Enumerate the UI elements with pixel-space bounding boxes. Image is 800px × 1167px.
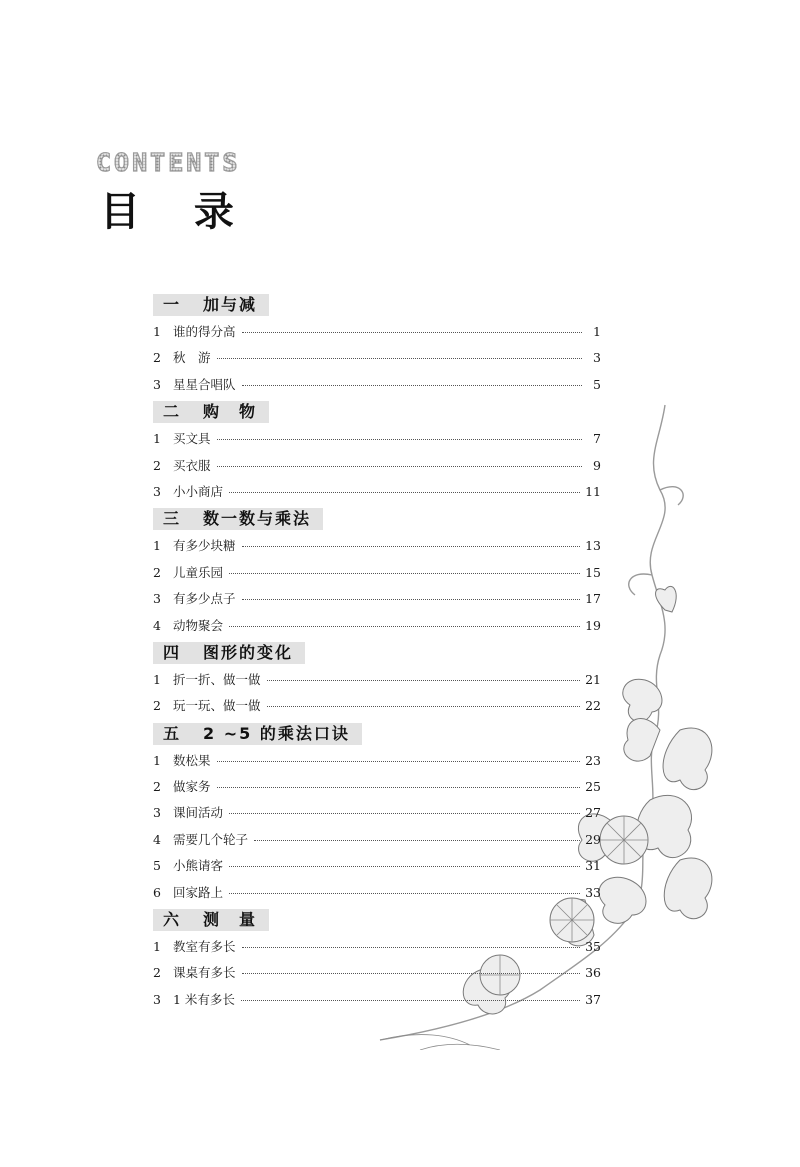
lesson-page-number: 36: [585, 965, 601, 981]
lesson-entry[interactable]: [153, 589, 601, 615]
dot-leader: [242, 332, 582, 333]
table-of-contents: [153, 294, 601, 1016]
lesson-page-number: 7: [593, 431, 601, 447]
unit-header[interactable]: [153, 723, 362, 745]
lesson-number: 3: [153, 376, 161, 392]
dot-leader: [242, 546, 581, 547]
lesson-page-number: 23: [585, 752, 601, 768]
dot-leader: [242, 947, 581, 948]
lesson-page-number: 1: [593, 324, 601, 339]
lesson-entry[interactable]: [153, 670, 601, 696]
lesson-list: [153, 751, 601, 909]
lesson-number: 2: [153, 350, 161, 366]
unit-number: 五: [163, 723, 180, 743]
lesson-number: 2: [153, 965, 161, 981]
unit-number: 四: [163, 642, 180, 662]
dot-leader: [217, 761, 581, 762]
lesson-title: 数松果: [173, 752, 211, 768]
lesson-title: 星星合唱队: [173, 376, 236, 392]
dot-leader: [229, 492, 580, 493]
unit-number: 六: [163, 910, 180, 930]
lesson-entry[interactable]: [153, 536, 601, 562]
unit-number: 三: [163, 509, 180, 529]
lesson-entry[interactable]: [153, 429, 601, 455]
unit-header[interactable]: [153, 909, 269, 931]
unit-section: [153, 508, 601, 642]
lesson-list: [153, 536, 601, 642]
dot-leader: [267, 706, 581, 707]
lesson-page-number: 31: [585, 858, 601, 874]
dot-leader: [229, 813, 580, 814]
lesson-title: 小小商店: [173, 483, 224, 499]
lesson-number: 3: [153, 483, 161, 499]
dot-leader: [254, 840, 580, 841]
lesson-number: 1: [153, 752, 161, 768]
unit-section: [153, 723, 601, 909]
lesson-title: 1 米有多长: [173, 991, 235, 1007]
dot-leader: [242, 599, 581, 600]
unit-header[interactable]: [153, 294, 269, 316]
lesson-entry[interactable]: [153, 937, 601, 963]
lesson-page-number: 29: [585, 831, 601, 847]
lesson-entry[interactable]: [153, 563, 601, 589]
lesson-title: 回家路上: [173, 884, 224, 900]
lesson-list: [153, 429, 601, 508]
lesson-entry[interactable]: [153, 751, 601, 777]
unit-header[interactable]: [153, 508, 323, 530]
lesson-number: 2: [153, 779, 161, 795]
lesson-page-number: 33: [585, 884, 601, 900]
dot-leader: [242, 385, 582, 386]
dot-leader: [229, 573, 580, 574]
dot-leader: [267, 680, 581, 681]
lesson-entry[interactable]: [153, 616, 601, 642]
lesson-number: 1: [153, 324, 161, 339]
lesson-number: 6: [153, 884, 161, 900]
lesson-title: 课间活动: [173, 805, 224, 821]
lesson-entry[interactable]: [153, 856, 601, 882]
lesson-page-number: 13: [585, 538, 601, 554]
lesson-page-number: 27: [585, 805, 601, 821]
lesson-page-number: 21: [585, 671, 601, 687]
lesson-list: [153, 670, 601, 723]
lesson-number: 1: [153, 431, 161, 447]
unit-section: [153, 642, 601, 723]
dot-leader: [229, 893, 580, 894]
lesson-entry[interactable]: [153, 777, 601, 803]
lesson-page-number: 3: [593, 350, 601, 366]
lesson-list: [153, 322, 601, 401]
lesson-page-number: 15: [585, 564, 601, 580]
unit-title: 加与减: [203, 295, 258, 314]
lesson-title: 买文具: [173, 431, 211, 447]
lesson-number: 5: [153, 858, 161, 874]
unit-title: 图形的变化: [203, 642, 294, 662]
dot-leader: [217, 439, 582, 440]
lesson-title: 课桌有多长: [173, 965, 236, 981]
unit-section: [153, 401, 601, 508]
lesson-number: 3: [153, 991, 161, 1007]
lesson-page-number: 11: [585, 483, 601, 499]
unit-title: 数一数与乘法: [203, 509, 312, 529]
lesson-title: 儿童乐园: [173, 564, 224, 580]
lesson-title: 买衣服: [173, 457, 211, 473]
unit-title: 测 量: [203, 910, 258, 930]
lesson-title: 折一折、做一做: [173, 671, 261, 687]
lesson-page-number: 9: [593, 457, 601, 473]
lesson-title: 动物聚会: [173, 617, 224, 633]
lesson-entry[interactable]: [153, 348, 601, 374]
lesson-number: 4: [153, 617, 161, 633]
dot-leader: [217, 358, 582, 359]
page-title: 目 录: [100, 189, 254, 235]
unit-header[interactable]: [153, 401, 269, 423]
lesson-title: 小熊请客: [173, 858, 224, 874]
lesson-page-number: 17: [585, 591, 601, 607]
lesson-title: 玩一玩、做一做: [173, 698, 261, 714]
lesson-page-number: 37: [585, 991, 601, 1007]
lesson-title: 需要几个轮子: [173, 831, 249, 847]
lesson-title: 有多少点子: [173, 591, 236, 607]
lesson-entry[interactable]: [153, 830, 601, 856]
lesson-title: 有多少块糖: [173, 538, 236, 554]
lesson-entry[interactable]: [153, 696, 601, 722]
lesson-entry[interactable]: [153, 990, 601, 1016]
lesson-title: 秋 游: [173, 350, 211, 366]
lesson-number: 1: [153, 671, 161, 687]
unit-header[interactable]: [153, 642, 305, 664]
unit-number: 一: [163, 295, 180, 314]
dot-leader: [241, 1000, 580, 1001]
lesson-number: 2: [153, 564, 161, 580]
dot-leader: [217, 787, 581, 788]
lesson-number: 2: [153, 457, 161, 473]
lesson-number: 3: [153, 805, 161, 821]
lesson-list: [153, 937, 601, 1016]
lesson-entry[interactable]: [153, 963, 601, 989]
contents-heading: CONTENTS: [96, 148, 241, 177]
lesson-number: 4: [153, 831, 161, 847]
lesson-entry[interactable]: [153, 456, 601, 482]
lesson-title: 谁的得分高: [173, 324, 236, 339]
unit-title: 2 ~5 的乘法口诀: [203, 723, 350, 743]
lesson-title: 教室有多长: [173, 939, 236, 955]
dot-leader: [229, 866, 580, 867]
lesson-number: 3: [153, 591, 161, 607]
lesson-entry[interactable]: [153, 322, 601, 348]
lesson-page-number: 25: [585, 779, 601, 795]
lesson-entry[interactable]: [153, 375, 601, 401]
dot-leader: [242, 973, 581, 974]
lesson-title: 做家务: [173, 779, 211, 795]
lesson-page-number: 22: [585, 698, 601, 714]
dot-leader: [217, 466, 582, 467]
lesson-page-number: 5: [593, 376, 601, 392]
lesson-entry[interactable]: [153, 883, 601, 909]
lesson-entry[interactable]: [153, 803, 601, 829]
lesson-entry[interactable]: [153, 482, 601, 508]
unit-section: [153, 909, 601, 1016]
lesson-number: 1: [153, 538, 161, 554]
dot-leader: [229, 626, 580, 627]
unit-title: 购 物: [203, 402, 258, 422]
lesson-number: 2: [153, 698, 161, 714]
lesson-page-number: 35: [585, 939, 601, 955]
lesson-page-number: 19: [585, 617, 601, 633]
unit-section: [153, 294, 601, 401]
unit-number: 二: [163, 402, 180, 422]
lesson-number: 1: [153, 939, 161, 955]
